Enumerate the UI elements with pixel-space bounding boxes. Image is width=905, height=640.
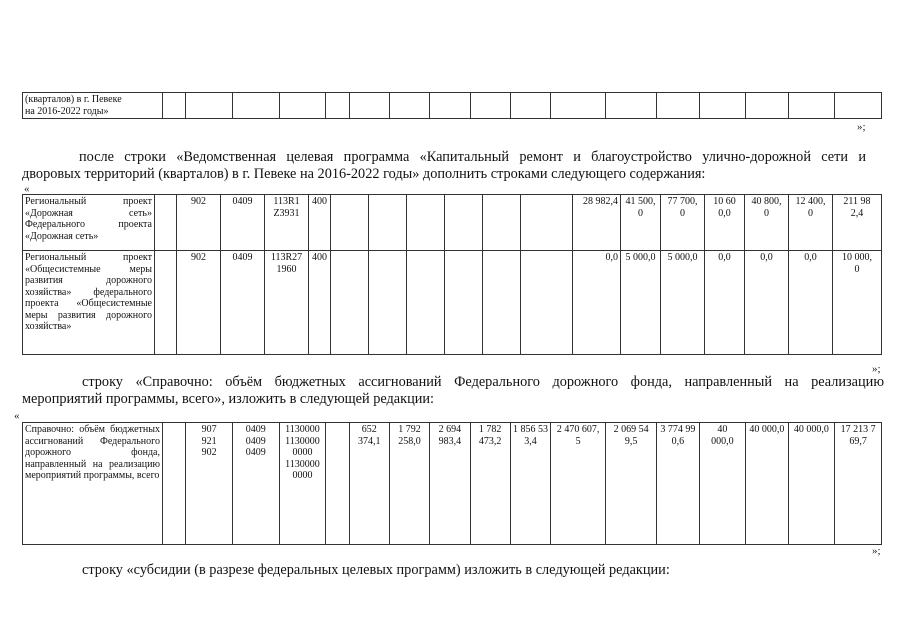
table-row	[23, 251, 882, 355]
table-cell	[483, 251, 521, 355]
table-cell	[162, 423, 185, 545]
paragraph-replace-reference	[22, 374, 884, 408]
table-cell	[279, 93, 326, 119]
paragraph-insert-after	[22, 149, 866, 183]
table-cell: 77 700, 0	[661, 195, 705, 251]
table-cell	[445, 195, 483, 251]
table-cell	[186, 93, 233, 119]
table-cell: 0,0	[745, 251, 789, 355]
table-cell: 211 98 2,4	[833, 195, 882, 251]
table-cell	[155, 251, 177, 355]
table-cell: 113R1 Z3931	[265, 195, 309, 251]
table-cell: 2 069 54 9,5	[606, 423, 657, 545]
opening-quote: «	[14, 410, 20, 422]
table-cell: 902	[177, 251, 221, 355]
table-cell	[232, 93, 279, 119]
table-cell	[407, 251, 445, 355]
row-title-cell: Справочно: объём бюджетных ассигнований Федерального дорожного фонда, направленный на реализацию мероприятий программы, всего	[23, 423, 163, 545]
table-cell: 0409	[221, 251, 265, 355]
table-cell: 2 694 983,4	[430, 423, 470, 545]
table-cell: 0409 0409 0409	[232, 423, 279, 545]
table-cell	[369, 195, 407, 251]
table-cell: 5 000,0	[661, 251, 705, 355]
table-cell	[369, 251, 407, 355]
row-title-cell: Региональный проект «Общесистемные меры развития дорожного хозяйства» федерального проекта «Общесистемные меры развития дорожного хозяйства»	[23, 251, 155, 355]
table-cell	[788, 93, 835, 119]
table-cell: 1130000 1130000 0000 1130000 0000	[279, 423, 326, 545]
table-row	[23, 195, 882, 251]
paragraph-line: дворовых территорий (кварталов) в г. Певеке на 2016-2022 годы» дополнить строками следующего содержания:	[22, 166, 706, 182]
table-cell: 1 856 53 3,4	[510, 423, 550, 545]
table-cell: 1 792 258,0	[389, 423, 429, 545]
table-cell: 41 500, 0	[621, 195, 661, 251]
table-cell	[521, 195, 573, 251]
paragraph-line: мероприятий программы, всего», изложить в следующей редакции:	[22, 391, 435, 407]
table-cell: 0,0	[789, 251, 833, 355]
table-cell	[699, 93, 746, 119]
table-cell: 10 60 0,0	[705, 195, 745, 251]
table-cell: 1 782 473,2	[470, 423, 510, 545]
table-cell	[155, 195, 177, 251]
table-cell	[445, 251, 483, 355]
closing-quote: »;	[857, 121, 866, 133]
table-cell: 902	[177, 195, 221, 251]
table-cell	[326, 93, 349, 119]
closing-quote: »;	[872, 545, 881, 557]
table-cell: 17 213 7 69,7	[835, 423, 882, 545]
table-cell: 907 921 902	[186, 423, 233, 545]
table-program-tail	[22, 92, 882, 119]
closing-quote: »;	[872, 363, 881, 375]
table-cell	[521, 251, 573, 355]
paragraph-line: строку «Справочно: объём бюджетных ассигнований Федерального дорожного фонда, направленный на реализацию	[82, 374, 884, 390]
table-cell: 113R27 1960	[265, 251, 309, 355]
paragraph-line: после строки «Ведомственная целевая программа «Капитальный ремонт и благоустройство улично-дорожной сети и	[79, 149, 866, 165]
table-cell	[430, 93, 470, 119]
paragraph-subsidies	[22, 562, 866, 579]
table-cell	[407, 195, 445, 251]
table-cell: 400	[309, 195, 331, 251]
table-cell: 652 374,1	[349, 423, 389, 545]
table-cell: 40 000,0	[746, 423, 788, 545]
table-cell	[326, 423, 349, 545]
table-cell: 10 000, 0	[833, 251, 882, 355]
table-cell	[835, 93, 882, 119]
table-cell	[551, 93, 606, 119]
row-title-cell: (кварталов) в г. Певеке на 2016-2022 годы»	[23, 93, 163, 119]
opening-quote: «	[24, 183, 30, 195]
table-cell	[657, 93, 699, 119]
table-row	[23, 93, 882, 119]
table-cell	[389, 93, 429, 119]
table-cell: 400	[309, 251, 331, 355]
table-cell: 40 000,0	[788, 423, 835, 545]
table-reference-row	[22, 422, 882, 545]
paragraph-line: строку «субсидии (в разрезе федеральных целевых программ) изложить в следующей редакции:	[82, 562, 670, 578]
table-cell	[510, 93, 550, 119]
table-cell: 5 000,0	[621, 251, 661, 355]
table-cell: 40 800, 0	[745, 195, 789, 251]
table-cell: 2 470 607, 5	[551, 423, 606, 545]
table-cell: 3 774 99 0,6	[657, 423, 699, 545]
table-cell	[606, 93, 657, 119]
table-row	[23, 423, 882, 545]
table-new-rows	[22, 194, 882, 355]
table-cell: 0409	[221, 195, 265, 251]
table-cell: 0,0	[573, 251, 621, 355]
table-cell	[746, 93, 788, 119]
table-cell	[162, 93, 185, 119]
table-cell	[483, 195, 521, 251]
table-cell: 40 000,0	[699, 423, 746, 545]
table-cell	[470, 93, 510, 119]
table-cell	[331, 195, 369, 251]
table-cell: 0,0	[705, 251, 745, 355]
table-cell: 28 982,4	[573, 195, 621, 251]
table-cell	[349, 93, 389, 119]
table-cell	[331, 251, 369, 355]
table-cell: 12 400, 0	[789, 195, 833, 251]
row-title-cell: Региональный проект «Дорожная сеть» Федерального проекта «Дорожная сеть»	[23, 195, 155, 251]
